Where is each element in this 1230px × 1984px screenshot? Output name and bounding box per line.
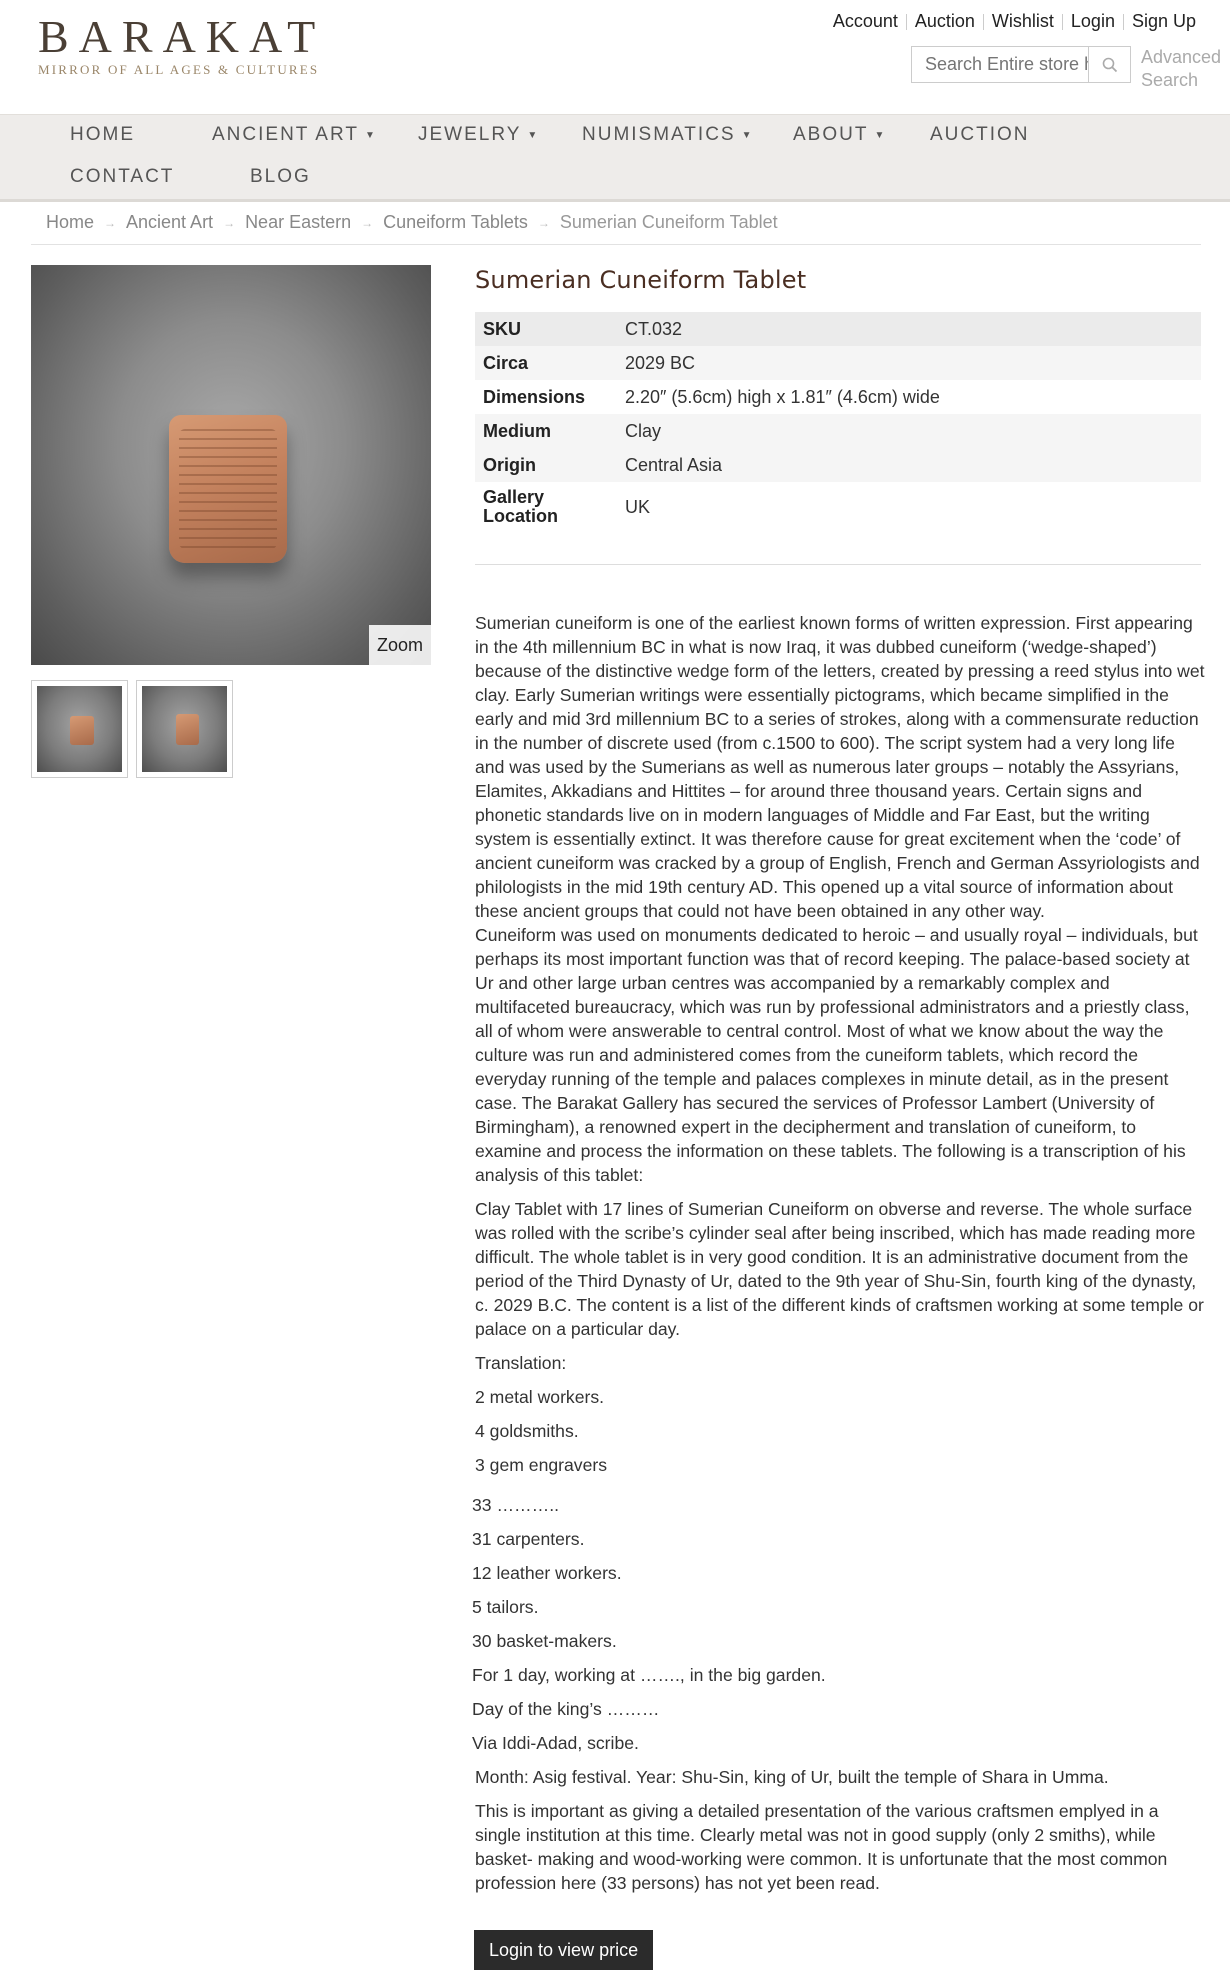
- divider: [31, 244, 1201, 245]
- zoom-button[interactable]: Zoom: [369, 625, 431, 665]
- tablet-photo: [176, 714, 199, 745]
- translation-label: Translation:: [475, 1353, 567, 1373]
- spec-row: [475, 414, 1201, 448]
- spec-value: 2.20″ (5.6cm) high x 1.81″ (4.6cm) wide: [625, 386, 940, 407]
- spec-key: Dimensions: [483, 386, 586, 407]
- caret-down-icon: ▼: [364, 130, 377, 141]
- nav-jewelry[interactable]: [418, 124, 539, 146]
- advanced-search-link[interactable]: Advanced Search: [1141, 47, 1222, 90]
- nav-contact[interactable]: [70, 166, 174, 188]
- logo-wordmark: BARAKAT: [38, 11, 326, 62]
- spec-key: Medium: [475, 414, 617, 448]
- nav-label: CONTACT: [70, 166, 175, 187]
- spec-value: CT.032: [617, 312, 1201, 346]
- top-links: [833, 11, 1196, 32]
- spec-row: [475, 346, 1201, 380]
- search-box: [911, 46, 1131, 83]
- thumbnail-image: [37, 686, 122, 772]
- translation-line: 12 leather workers.: [472, 1563, 622, 1583]
- nav-label: BLOG: [250, 166, 311, 187]
- spec-value: Central Asia: [617, 448, 1201, 482]
- translation-line: 31 carpenters.: [472, 1529, 585, 1549]
- thumbnail-image: [142, 686, 227, 772]
- divider: [1062, 14, 1063, 30]
- divider: [475, 564, 1201, 565]
- caret-down-icon: ▼: [741, 130, 754, 141]
- spec-value: UK: [625, 496, 651, 517]
- thumbnail-strip: [31, 680, 233, 778]
- arrow-right-icon: →: [361, 215, 374, 230]
- spec-key: Gallery Location: [483, 487, 558, 526]
- divider: [1123, 14, 1124, 30]
- product-title: Sumerian Cuneiform Tablet: [475, 266, 807, 294]
- account-link[interactable]: Account: [832, 11, 898, 31]
- nav-ancient-art[interactable]: [212, 124, 377, 146]
- translation-line: 3 gem engravers: [475, 1455, 608, 1475]
- nav-label: NUMISMATICS: [582, 124, 736, 145]
- main-nav: [0, 114, 1230, 202]
- spec-key: Origin: [475, 448, 617, 482]
- tablet-photo: [169, 415, 287, 563]
- translation-line: 33 ………..: [472, 1495, 560, 1515]
- login-link[interactable]: Login: [1070, 11, 1115, 31]
- translation-line: Day of the king’s ………: [472, 1699, 660, 1719]
- arrow-right-icon: →: [104, 215, 117, 230]
- translation-line: 5 tailors.: [472, 1597, 539, 1617]
- logo-tagline: MIRROR OF ALL AGES & CULTURES: [38, 62, 320, 77]
- divider: [906, 14, 907, 30]
- translation-line: Month: Asig festival. Year: Shu-Sin, king of Ur, built the temple of Shara in Umma.: [475, 1767, 1109, 1787]
- tablet-photo: [70, 716, 94, 745]
- translation-line: 30 basket-makers.: [472, 1631, 617, 1651]
- login-to-view-price-button[interactable]: Login to view price: [474, 1930, 653, 1970]
- wishlist-link[interactable]: Wishlist: [991, 11, 1054, 31]
- nav-blog[interactable]: [250, 166, 311, 188]
- spec-key: SKU: [475, 312, 617, 346]
- search-button[interactable]: [1088, 47, 1130, 82]
- product-description: [472, 611, 1206, 1905]
- nav-label: ANCIENT ART: [212, 124, 359, 145]
- breadcrumb-current: Sumerian Cuneiform Tablet: [559, 212, 778, 232]
- breadcrumb-near-eastern[interactable]: Near Eastern: [245, 212, 352, 232]
- search-input[interactable]: [912, 47, 1088, 82]
- nav-label: JEWELRY: [418, 124, 522, 145]
- translation-line: 2 metal workers.: [475, 1387, 605, 1407]
- search-icon: [1102, 57, 1118, 73]
- signup-link[interactable]: Sign Up: [1131, 11, 1196, 31]
- spec-row: [475, 380, 1201, 414]
- spec-row: [475, 482, 1201, 532]
- site-header: [0, 0, 1230, 114]
- description-paragraph: This is important as giving a detailed presentation of the various craftsmen emplyed in a single institution at this time. Clearly metal was not in good supply (only 2 smiths), while basket- making and wood-working were common. It is unfortunate that the most common profession here (33 persons) has not yet been read.: [475, 1801, 1168, 1893]
- arrow-right-icon: →: [537, 215, 550, 230]
- caret-down-icon: ▼: [874, 130, 887, 141]
- nav-label: AUCTION: [930, 124, 1030, 145]
- spec-value: Clay: [617, 414, 1201, 448]
- arrow-right-icon: →: [223, 215, 236, 230]
- breadcrumb-ancient-art[interactable]: Ancient Art: [126, 212, 214, 232]
- spec-value: 2029 BC: [617, 346, 1201, 380]
- spec-row: [475, 448, 1201, 482]
- logo[interactable]: [38, 11, 326, 78]
- nav-numismatics[interactable]: [582, 124, 754, 146]
- auction-link[interactable]: Auction: [914, 11, 975, 31]
- description-paragraph: Cuneiform was used on monuments dedicated to heroic – and usually royal – individuals, but perhaps its most important function was that of record keeping. The palace-based society at Ur and other large urban centres was accompanied by a remarkably complex and multifaceted bureaucracy, which was run by professional administrators and a priestly class, all of whom were answerable to central control. Most of what we know about the way the culture was run and administered comes from the cuneiform tablets, which record the everyday running of the temple and palaces complexes in minute detail, as in the present case. The Barakat Gallery has secured the services of Professor Lambert (University of Birmingham), a renowned expert in the decipherment and translation of cuneiform, to examine and process the information on these tablets. The following is a transcription of his analysis of this tablet:: [475, 925, 1198, 1185]
- thumbnail-1[interactable]: [31, 680, 128, 778]
- spec-key: Circa: [475, 346, 617, 380]
- nav-label: ABOUT: [793, 124, 869, 145]
- divider: [983, 14, 984, 30]
- nav-home[interactable]: [70, 124, 135, 146]
- thumbnail-2[interactable]: [136, 680, 233, 778]
- nav-label: HOME: [70, 124, 135, 145]
- breadcrumb: [46, 212, 778, 233]
- translation-line: For 1 day, working at ……., in the big garden.: [472, 1665, 826, 1685]
- translation-line: Via Iddi-Adad, scribe.: [472, 1733, 639, 1753]
- caret-down-icon: ▼: [527, 130, 540, 141]
- description-paragraph: Clay Tablet with 17 lines of Sumerian Cuneiform on obverse and reverse. The whole surface was rolled with the scribe’s cylinder seal after being inscribed, which has made reading more difficult. The whole tablet is in very good condition. It is an administrative document from the period of the Third Dynasty of Ur, dated to the 9th year of Shu-Sin, fourth king of the dynasty, c. 2029 B.C. The content is a list of the different kinds of craftsmen working at some temple or palace on a particular day.: [475, 1199, 1204, 1339]
- spec-row: [475, 312, 1201, 346]
- product-specs-table: [475, 312, 1201, 532]
- breadcrumb-cuneiform-tablets[interactable]: Cuneiform Tablets: [383, 212, 528, 232]
- nav-auction[interactable]: [930, 124, 1030, 146]
- product-main-image[interactable]: [31, 265, 431, 665]
- translation-line: 4 goldsmiths.: [475, 1421, 579, 1441]
- description-paragraph: Sumerian cuneiform is one of the earliest known forms of written expression. First appearing in the 4th millennium BC in what is now Iraq, it was dubbed cuneiform (‘wedge-shaped’) because of the distinctive wedge form of the letters, created by pressing a reed stylus into wet clay. Early Sumerian writings were essentially pictograms, which became simplified in the early and mid 3rd millennium BC to a series of strokes, along with a commensurate reduction in the number of discrete used (from c.1500 to 600). The script system had a very long life and was used by the Sumerians as well as numerous later groups – notably the Assyrians, Elamites, Akkadians and Hittites – for around three thousand years. Certain signs and phonetic standards live on in modern languages of Middle and Far East, but the writing system is essentially extinct. It was therefore cause for great excitement when the ‘code’ of ancient cuneiform was cracked by a group of English, French and German Assyriologists and philologists in the mid 19th century AD. This opened up a vital source of information about these ancient groups that could not have been obtained in any other way.: [475, 613, 1205, 921]
- nav-about[interactable]: [793, 124, 886, 146]
- breadcrumb-home[interactable]: Home: [46, 212, 95, 232]
